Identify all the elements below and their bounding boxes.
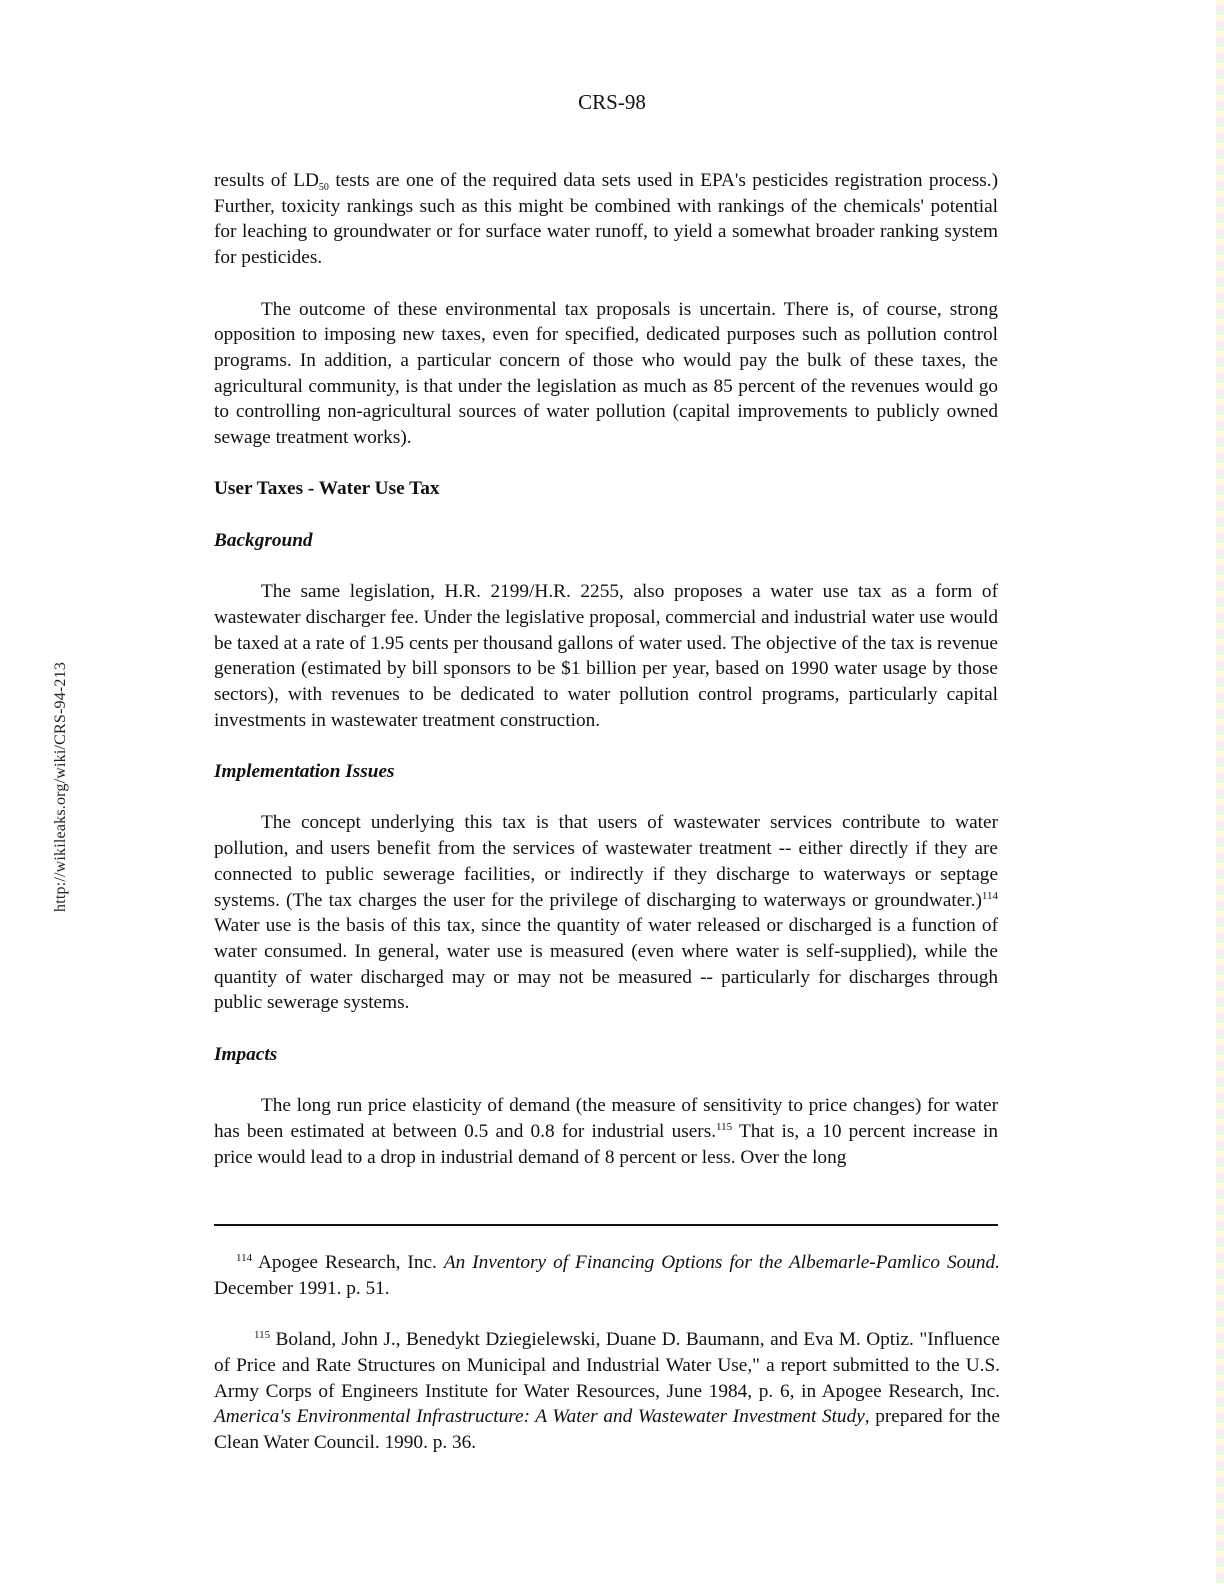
paragraph-continued: results of $LD_{50}$ tests are one of the required data sets used in EPA's pesticides registration process.) Further, toxicity rankings such as this might be combined with rankings of the chemicals' potential for leaching to groundwater or for surface water runoff, to yield a somewhat broader ranking system for pesticides. — [214, 170, 998, 269]
side-url-watermark: http://wikileaks.org/wiki/CRS-94-213 — [52, 661, 69, 912]
footnote-ref-114[interactable]: 114 — [981, 889, 998, 902]
footnote-114: $^{114}$ Apogee Research, Inc. An Inventory of Financing Options for the Albemarle-Pamlico Sound. December 1991. p. 51. — [214, 1252, 1000, 1299]
paragraph-outcome: The outcome of these environmental tax proposals is uncertain. There is, of course, strong opposition to imposing new taxes, even for specified, dedicated purposes such as pollution control programs. In addition, a particular concern of those who would pay the bulk of these taxes, the agricultural community, is that under the legislation as much as 85 percent of the revenues would go to controlling non-agricultural sources of water pollution (capital improvements to publicly owned sewage treatment works). — [214, 298, 998, 449]
footnote-title: America's Environmental Infrastructure: A Water and Wastewater Investment Study — [214, 1406, 865, 1428]
footnotes — [214, 1250, 1000, 1481]
subheading-implementation: Implementation Issues — [214, 761, 395, 783]
footnote-divider — [214, 1224, 998, 1226]
paragraph-impacts: The long run price elasticity of demand (the measure of sensitivity to price changes) for water has been estimated at between 0.5 and 0.8 for industrial users.$^{115}$ That is, a 10 percent increase in price would lead to a drop in industrial demand of 8 percent or less. Over the long — [214, 1095, 998, 1168]
subheading-background: Background — [214, 529, 313, 551]
subheading-impacts: Impacts — [214, 1043, 278, 1065]
footnote-title: An Inventory of Financing Options for the Albemarle-Pamlico Sound. — [443, 1252, 1000, 1273]
section-heading: User Taxes - Water Use Tax — [214, 478, 440, 500]
footnote-115: $^{115}$ Boland, John J., Benedykt Dziegielewski, Duane D. Baumann, and Eva M. Optiz. "Influence of Price and Rate Structures on Municipal and Industrial Water Use," a report submitted to the U.S. Army Corps of Engineers Institute for Water Resources, June 1984, p. 6, in Apogee Research, Inc. America's Environmental Infrastructure: A Water and Wastewater Investment Study, prepared for the Clean Water Council. 1990. p. 36. — [214, 1329, 1000, 1453]
paragraph-implementation: The concept underlying this tax is that users of wastewater services contribute to water pollution, and users benefit from the services of wastewater treatment -- either directly if they are connected to public sewerage facilities, or indirectly if they discharge to waterways or septage systems. (The tax charges the user for the privilege of discharging to waterways or groundwater.)$^{114}$ Water use is the basis of this tax, since the quantity of water released or discharged is a function of water consumed. In general, water use is measured (even where water is self-supplied), while the quantity of water discharged may or may not be measured -- particularly for discharges through public sewerage systems. — [214, 812, 998, 1014]
body-text — [214, 168, 998, 1196]
page-number: CRS-98 — [578, 90, 646, 114]
footnote-ref-115[interactable]: 115 — [716, 1120, 733, 1133]
subscript-50: 50 — [318, 182, 329, 193]
scan-edge-artifact — [1216, 0, 1224, 1584]
paragraph-background: The same legislation, H.R. 2199/H.R. 2255, also proposes a water use tax as a form of wastewater discharger fee. Under the legislative proposal, commercial and industrial water use would be taxed at a rate of 1.95 cents per thousand gallons of water used. The objective of the tax is revenue generation (estimated by bill sponsors to be $1 billion per year, based on 1990 water usage by those sectors), with revenues to be dedicated to water pollution control programs, particularly capital investments in wastewater treatment construction. — [214, 581, 998, 731]
